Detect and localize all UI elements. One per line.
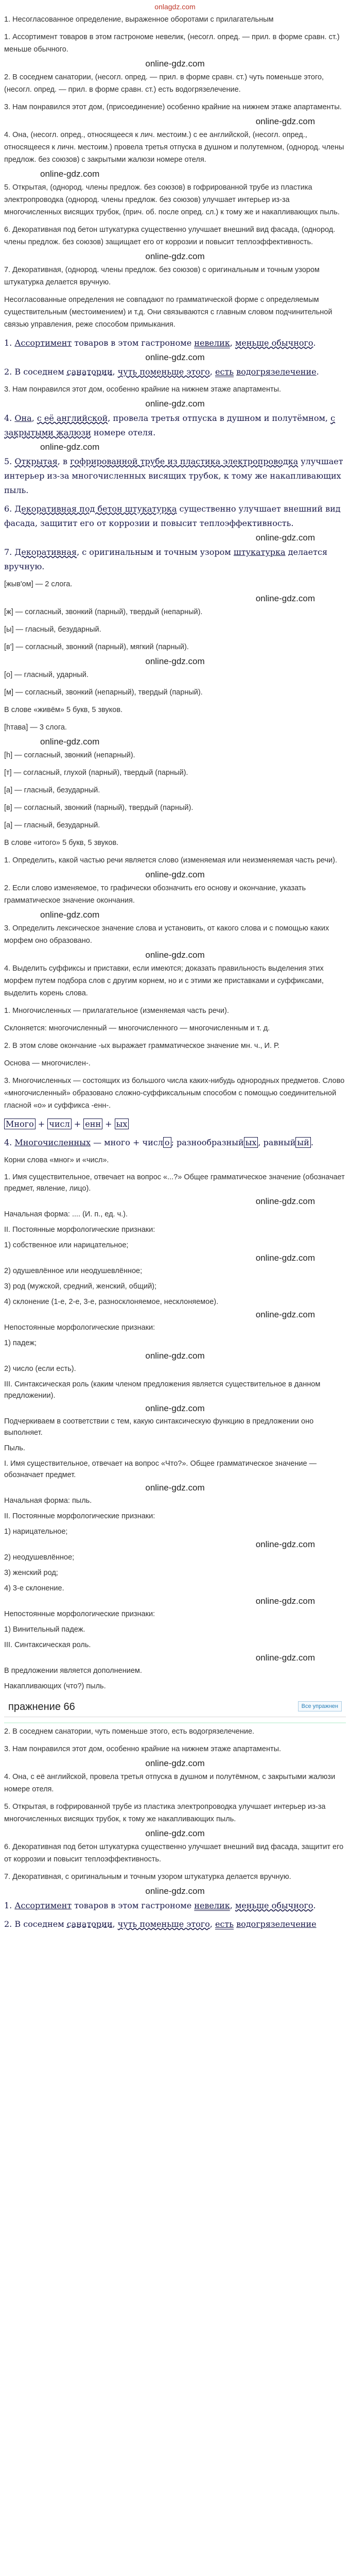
phonetic-analysis	[4, 578, 346, 849]
paragraph: 1. Ассортимент товаров в этом гастрономе невелик, (несогл. опред. — прил. в форме сравн. ст.) меньше обычного.	[4, 33, 340, 54]
paragraph: 6. Декоративная под бетон штукатурка существенно улучшает внешний вид фасада, защитит его от коррозии и повысит теплоэффективность.	[4, 1843, 344, 1863]
morph-line: 2) неодушевлённое;	[4, 1553, 75, 1562]
question: 1. Определить, какой частью речи является слово (изменяемая или неизменяемая часть речи).	[4, 856, 338, 865]
morph-line: 1. Имя существительное, отвечает на вопрос «...?» Общее грамматическое значение (обозначает предмет, явление, лицо).	[4, 1173, 345, 1193]
watermark: online-gdz.com	[145, 1758, 205, 1768]
watermark: online-gdz.com	[255, 1539, 315, 1549]
watermark: online-gdz.com	[145, 656, 205, 666]
hand-sentence-1b: 1. Ассортимент товаров в этом гастрономе невелик, меньше обычного.	[4, 1901, 316, 1910]
paragraph: 1. Несогласованное определение, выраженное оборотами с прилагательным	[4, 15, 274, 24]
phonetic-line: В слове «живём» 5 букв, 5 звуков.	[4, 706, 123, 714]
paragraph: 2. В соседнем санатории, чуть поменьше этого, есть водогрязелечение.	[4, 1727, 255, 1736]
morph-line: Непостоянные морфологические признаки:	[4, 1610, 155, 1618]
watermark: online-gdz.com	[145, 1403, 205, 1413]
watermark: online-gdz.com	[145, 1351, 205, 1361]
morph-line: Подчеркиваем в соответствии с тем, какую синтаксическую функцию в предложении оно выполняет.	[4, 1417, 314, 1437]
watermark: online-gdz.com	[145, 1886, 205, 1896]
watermark: online-gdz.com	[145, 352, 205, 362]
hand-sentence-4: 4. Она, с её английской, провела третья отпуска в душном и полутёмном, с закрытыми жалюзи номере отеля.	[4, 413, 336, 437]
root-box: числ	[47, 1118, 71, 1129]
watermark: online-gdz.com	[255, 533, 315, 543]
hand-sentence-2: 2. В соседнем санатории, чуть поменьше этого, есть водогрязелечение.	[4, 367, 319, 377]
morph-line: Непостоянные морфологические признаки:	[4, 1324, 155, 1332]
exercise-title: пражнение 66	[8, 1701, 75, 1713]
watermark: online-gdz.com	[145, 251, 205, 261]
watermark: online-gdz.com	[255, 1310, 315, 1319]
phonetic-line: [м] — согласный, звонкий (непарный), твердый (парный).	[4, 688, 203, 697]
suffix-box: енн	[83, 1118, 102, 1129]
morph-line: Накапливающих (что?) пыль.	[4, 1682, 106, 1690]
paragraph: 5. Открытая, в гофрированной трубе из пластика электропроводка улучшает интерьер из-за многочисленных висящих трубок, к тому же накапливающих пыль.	[4, 1803, 326, 1823]
morph-line: 1) падеж;	[4, 1339, 37, 1347]
phonetic-line: В слове «итого» 5 букв, 5 звуков.	[4, 839, 119, 847]
phonetic-line: [а] — гласный, безударный.	[4, 821, 100, 829]
paragraph: 3. Нам понравился этот дом, особенно крайние на нижнем этаже апартаменты.	[4, 1745, 282, 1753]
watermark: online-gdz.com	[145, 1828, 205, 1838]
morph-line: 3) женский род;	[4, 1569, 58, 1577]
morph-line: 4) склонение (1-е, 2-е, 3-е, разносклоняемое, несклоняемое).	[4, 1298, 219, 1306]
phonetic-line: [т] — согласный, глухой (парный), твердый (парный).	[4, 769, 188, 777]
morph-line: 1) Винительный падеж.	[4, 1625, 85, 1634]
all-exercises-button[interactable]: Все упражнен	[298, 1701, 342, 1711]
answer: Основа — многочислен-.	[4, 1059, 91, 1067]
watermark: online-gdz.com	[255, 1596, 315, 1606]
watermark: online-gdz.com	[40, 737, 100, 747]
page-content	[0, 13, 350, 1931]
paragraph: Корни слова «мног» и «числ».	[4, 1156, 109, 1164]
phonetic-line: [в] — согласный, звонкий (парный), твердый (парный).	[4, 804, 194, 812]
morphological-analysis	[4, 1458, 346, 1692]
phonetic-line: [h] — согласный, звонкий (непарный).	[4, 751, 135, 759]
phonetic-line: [ы] — гласный, безударный.	[4, 625, 101, 634]
morph-line: 4) 3-е склонение.	[4, 1584, 64, 1592]
paragraph: 2. В соседнем санатории, (несогл. опред. — прил. в форме сравн. ст.) чуть поменьше этого, (несогл. опред. — прил. в форме сравн. ст.) есть водогрязелечение.	[4, 73, 324, 94]
watermark: online-gdz.com	[255, 1653, 315, 1663]
watermark: online-gdz.com	[40, 910, 100, 920]
phonetic-line: [ж] — согласный, звонкий (парный), твердый (непарный).	[4, 608, 203, 616]
morph-line: 2) одушевлённое или неодушевлённое;	[4, 1267, 143, 1275]
root-box: Много	[4, 1118, 36, 1129]
paragraph: 7. Декоративная, с оригинальным и точным узором штукатурка делается вручную.	[4, 1873, 291, 1881]
morph-line: 3) род (мужской, средний, женский, общий);	[4, 1282, 157, 1291]
divider	[4, 1722, 346, 1723]
morpheme-diagram: Много + числ + енн + ых	[4, 1117, 346, 1131]
answer: 1. Многочисленных — прилагательное (изменяемая часть речи).	[4, 1007, 229, 1015]
hand-sentence-7: 7. Декоративная, с оригинальным и точным узором штукатурка делается вручную.	[4, 547, 328, 571]
paragraph: 3. Нам понравился этот дом, особенно крайние на нижнем этаже апартаменты.	[4, 385, 282, 394]
hand-sentence-2b: 2. В соседнем санатории, чуть поменьше этого, есть водогрязелечение	[4, 1919, 317, 1929]
answer: Склоняется: многочисленный — многочисленного — многочисленным и т. д.	[4, 1024, 270, 1032]
watermark: online-gdz.com	[145, 870, 205, 879]
morph-line: I. Имя существительное, отвечает на вопрос «Что?». Общее грамматическое значение — обозначает предмет.	[4, 1460, 317, 1479]
question: 4. Выделить суффиксы и приставки, если имеются; доказать правильность выделения этих морфем путем подбора слов с другим корнем, но и с этими же приставками и суффиксами, выделить корень слова.	[4, 964, 324, 997]
paragraph: 5. Открытая, (однород. члены предлож. без союзов) в гофрированной трубе из пластика электропроводка (однород. члены предлож. без союзов) улучшает интерьер из-за многочисленных висящих трубок, (прич. об. после опред. сл.) к тому же и накапливающих пыль.	[4, 183, 340, 216]
answer: 3. Многочисленных — состоящих из большого числа каких-нибудь однородных предметов. Слово «многочисленный» образовано сложно-суффиксальным способом с помощью соединительной гласной «о» и суффикса -енн-.	[4, 1077, 345, 1110]
morph-line: В предложении является дополнением.	[4, 1667, 142, 1675]
morph-line: III. Синтаксическая роль (каким членом предложения является существительное в данном предложении).	[4, 1380, 321, 1400]
morph-line: II. Постоянные морфологические признаки:	[4, 1226, 155, 1234]
exercise-header	[4, 1699, 346, 1717]
watermark: online-gdz.com	[40, 442, 100, 452]
morphemic-analysis	[4, 854, 346, 1166]
morph-line: III. Синтаксическая роль.	[4, 1641, 91, 1649]
paragraph: Несогласованные определения не совпадают по грамматической форме с определяемым существительным (местоимением) и т.д. Они связываются с главным словом подчинительной связью управления, реже способом примыкания.	[4, 296, 332, 329]
question: 2. Если слово изменяемое, то графически обозначить его основу и окончание, указать грамматическое значение окончания.	[4, 884, 306, 905]
watermark: online-gdz.com	[145, 1483, 205, 1493]
phonetic-line: [в'] — согласный, звонкий (парный), мягкий (парный).	[4, 643, 189, 651]
phonetic-line: [а] — гласный, безударный.	[4, 786, 100, 794]
ending-box: ых	[115, 1118, 129, 1129]
watermark: online-gdz.com	[145, 59, 205, 69]
question: 3. Определить лексическое значение слова и установить, от какого слова и с помощью каких морфем оно образовано.	[4, 924, 329, 945]
paragraph: 7. Декоративная, (однород. члены предлож. без союзов) с оригинальным и точным узором штукатурка делается вручную.	[4, 266, 320, 286]
phonetic-line: [жыв'ом] — 2 слога.	[4, 580, 73, 588]
phonetic-line: [о] — гласный, ударный.	[4, 671, 89, 679]
watermark: online-gdz.com	[40, 169, 100, 179]
hand-sentence-6: 6. Декоративная под бетон штукатурка существенно улучшает внешний вид фасада, защитит его от коррозии и повысит теплоэффективность.	[4, 504, 341, 528]
hand-sentence-1: 1. Ассортимент товаров в этом гастрономе невелик, меньше обычного.	[4, 338, 316, 348]
watermark: online-gdz.com	[145, 950, 205, 960]
morph-line: 1) собственное или нарицательное;	[4, 1241, 129, 1249]
morph-line: 1) нарицательное;	[4, 1528, 68, 1536]
watermark: online-gdz.com	[145, 399, 205, 409]
watermark: online-gdz.com	[255, 1196, 315, 1206]
watermark: online-gdz.com	[255, 116, 315, 126]
morph-line: Начальная форма: пыль.	[4, 1497, 92, 1505]
handwritten-block	[4, 336, 346, 574]
morph-line: 2) число (если есть).	[4, 1365, 76, 1373]
paragraph: 3. Нам понравился этот дом, (присоединение) особенно крайние на нижнем этаже апартаменты.	[4, 103, 342, 111]
hand-sentence-5: 5. Открытая, в гофрированной трубе из пластика электропроводка улучшает интерьер из-за многочисленных висящих трубок, к тому же накапливающих пыль.	[4, 456, 343, 495]
paragraph: 6. Декоративная под бетон штукатурка существенно улучшает внешний вид фасада, (однород. члены предлож. без союзов) защищает его от коррозии и повысит теплоэффективность.	[4, 226, 336, 246]
morph-line: Пыль.	[4, 1444, 25, 1452]
phonetic-line: [hтава] — 3 слога.	[4, 723, 67, 732]
top-link[interactable]: onlаgdz.com	[154, 3, 196, 11]
answer: 2. В этом слове окончание -ых выражает грамматическое значение мн. ч., И. Р.	[4, 1042, 279, 1050]
morphological-template	[4, 1172, 346, 1454]
paragraph: 4. Она, с её английской, провела третья отпуска в душном и полутёмном, с закрытыми жалюзи номере отеля.	[4, 1773, 336, 1793]
paragraph: 4. Она, (несогл. опред., относящееся к лич. местоим.) с ее английской, (несогл. опред., относящееся к личн. местоим.) провела третья отпуска в душном и полутемном, (однород. члены предлож. без союзов) с закрытыми жалюзи номере отеля.	[4, 131, 344, 164]
watermark: online-gdz.com	[255, 1253, 315, 1263]
morph-line: Начальная форма: .... (И. п., ед. ч.).	[4, 1210, 128, 1218]
watermark: online-gdz.com	[255, 594, 315, 603]
morpheme-line: 4. Многочисленных — много + числ о ; разнообразный ых , равный ый .	[4, 1138, 313, 1147]
morph-line: II. Постоянные морфологические признаки:	[4, 1512, 155, 1520]
